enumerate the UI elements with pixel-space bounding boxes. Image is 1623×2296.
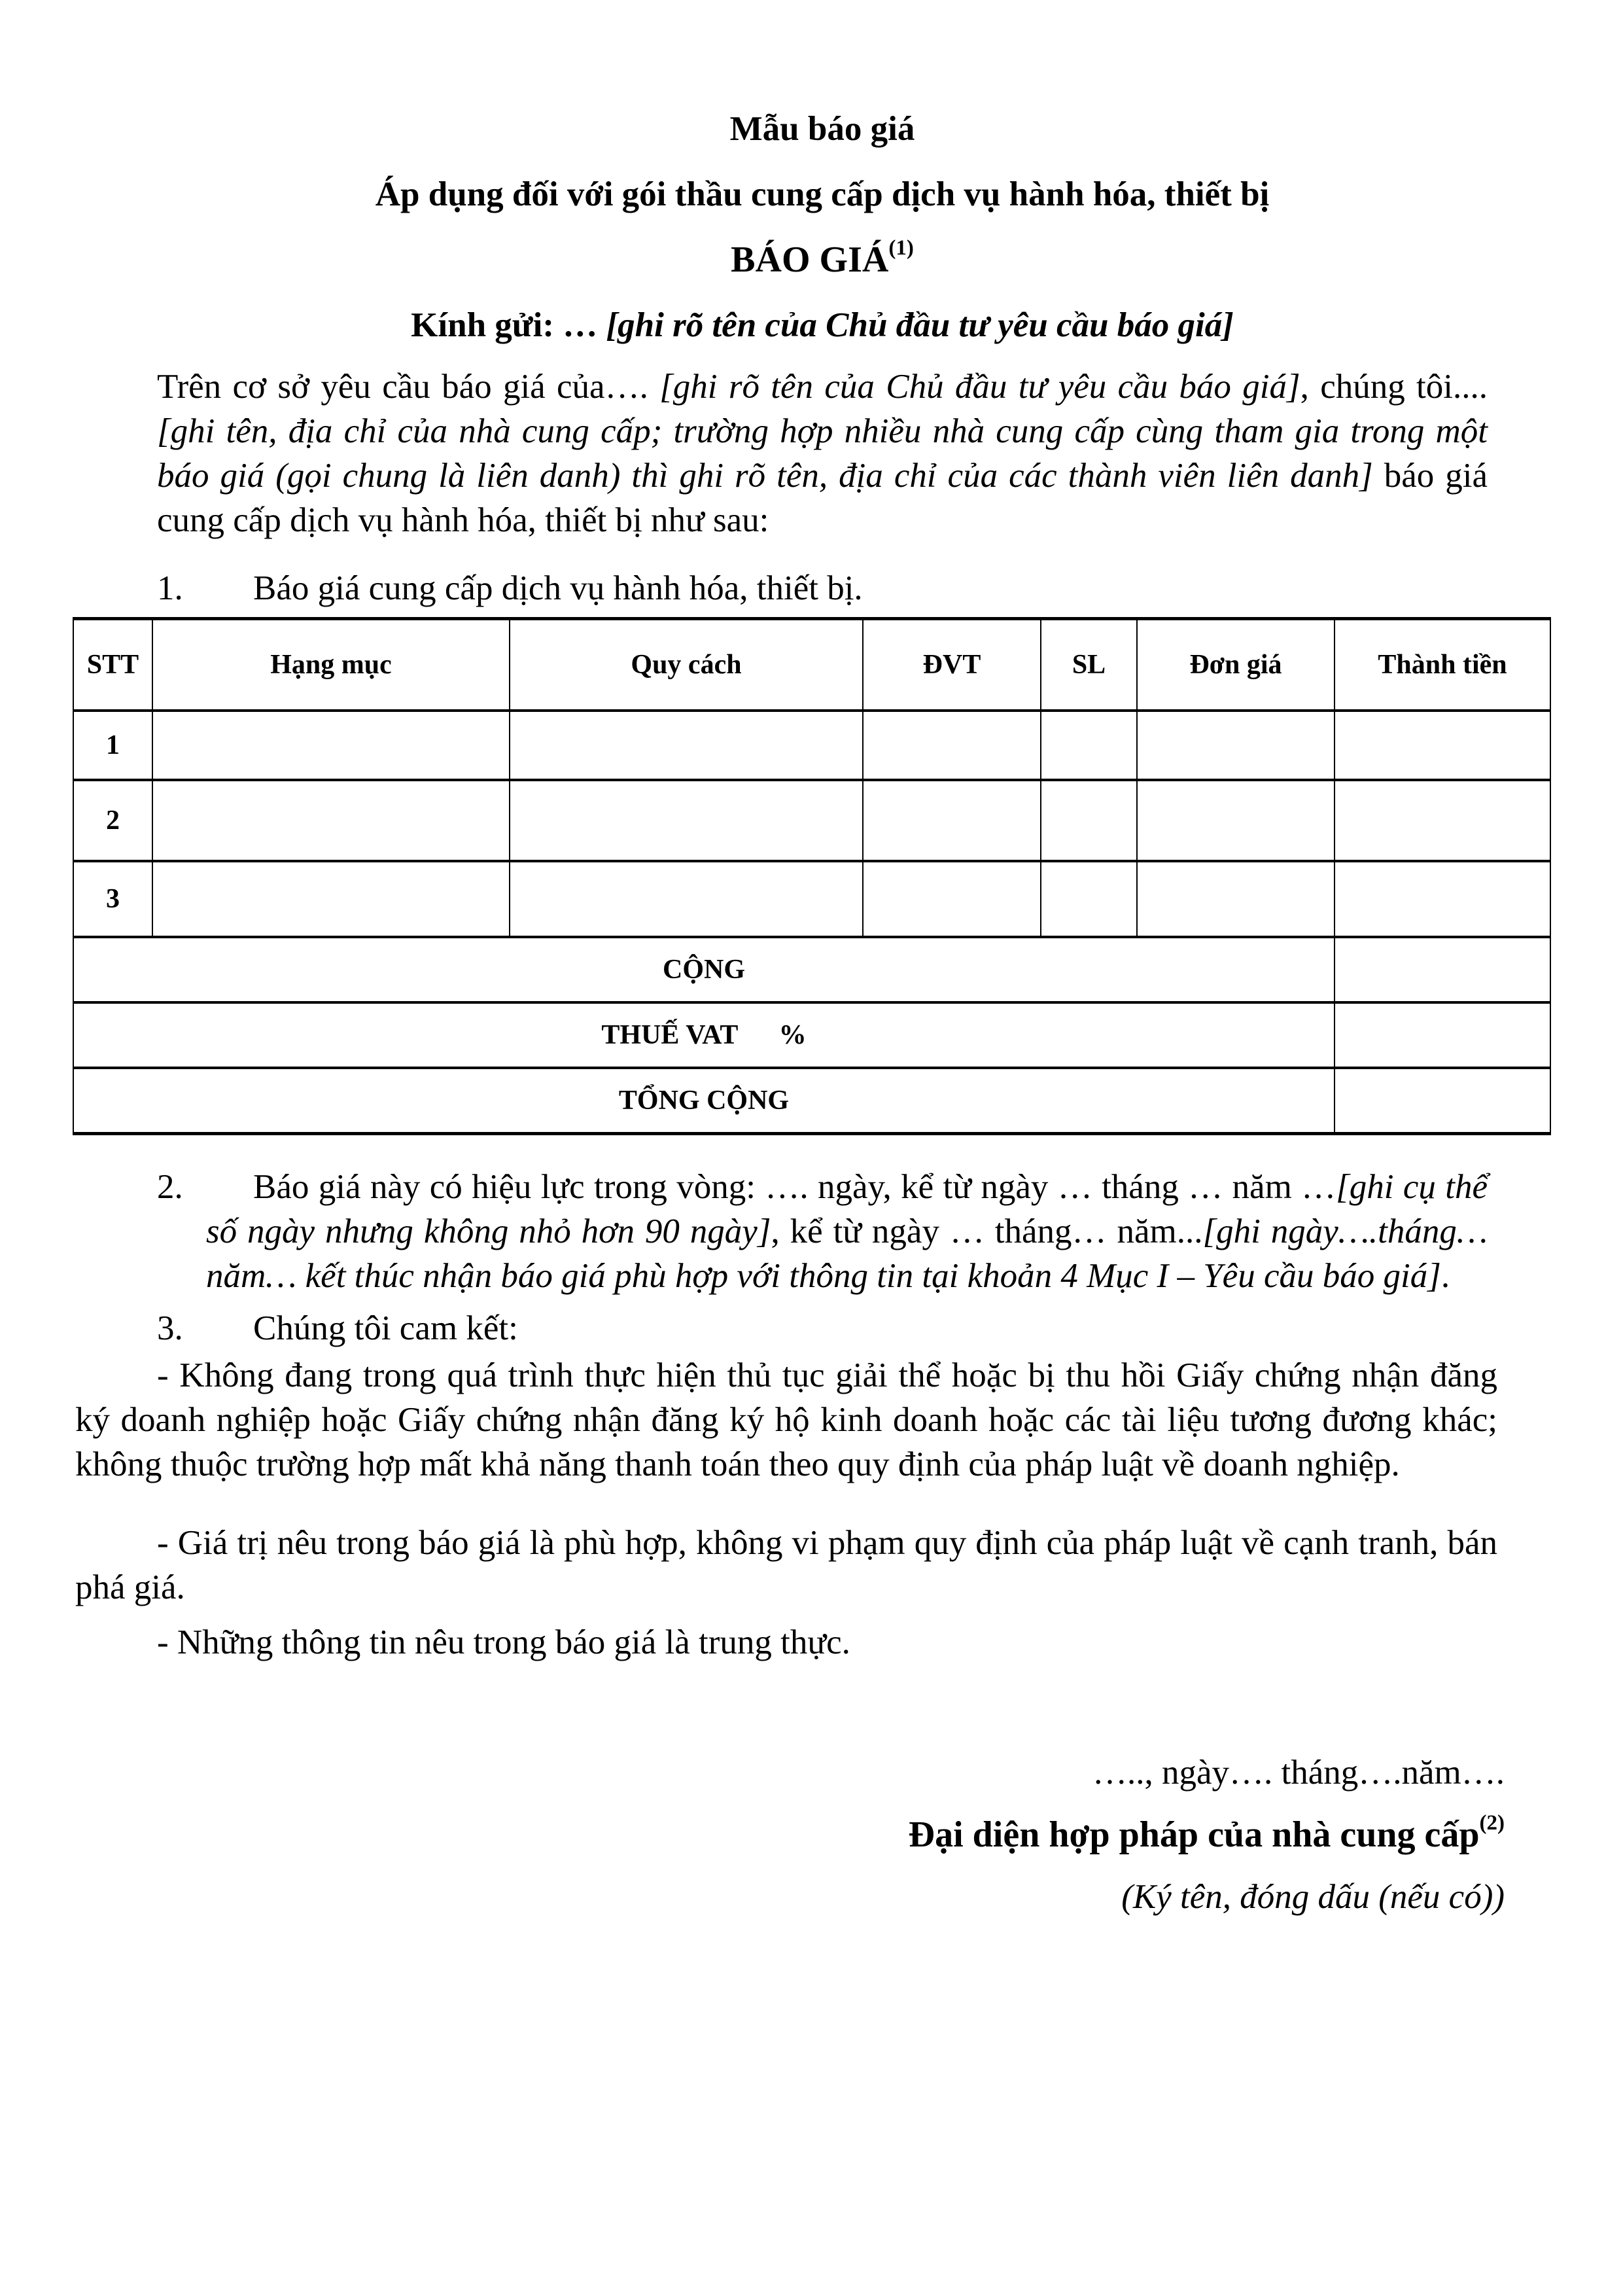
scope-note: Áp dụng đối với gói thầu cung cấp dịch vụ hành hóa, thiết bị	[375, 175, 1270, 213]
intro-seg-2-placeholder: [ghi rõ tên của Chủ đầu tư yêu cầu báo giá]	[659, 368, 1300, 406]
column-header-dvt: ĐVT	[863, 619, 1041, 711]
row-number-cell: 2	[73, 780, 152, 861]
section-2-seg-2-placeholder: [ghi cụ thể số ngày nhưng không nhỏ hơn 90 ngày]	[206, 1168, 1488, 1250]
salutation-label: Kính gửi: …	[411, 306, 606, 344]
column-header-thanh-tien: Thành tiền	[1335, 619, 1550, 711]
section-1-text: Báo giá cung cấp dịch vụ hành hóa, thiết bị.	[253, 569, 863, 607]
commitment-bullet-2: - Giá trị nêu trong báo giá là phù hợp, không vi phạm quy định của pháp luật về cạnh tranh, bán phá giá.	[75, 1524, 1497, 1606]
empty-cell	[1041, 861, 1137, 937]
empty-cell	[1041, 780, 1137, 861]
intro-paragraph	[157, 364, 1488, 542]
section-3-number: 3.	[157, 1309, 183, 1347]
summary-row-cong	[73, 937, 1550, 1002]
empty-cell	[1137, 861, 1335, 937]
intro-seg-1: Trên cơ sở yêu cầu báo giá của….	[157, 368, 660, 406]
column-header-sl: SL	[1041, 619, 1137, 711]
commitment-bullet-3: - Những thông tin nêu trong báo giá là trung thực.	[157, 1623, 850, 1661]
empty-cell	[863, 861, 1041, 937]
summary-row-tong-cong	[73, 1068, 1550, 1134]
salutation-line	[157, 292, 1488, 358]
summary-value-cell	[1335, 1002, 1550, 1068]
empty-cell	[510, 711, 863, 780]
signature-title	[157, 1804, 1505, 1866]
column-header-hang-muc: Hạng mục	[152, 619, 510, 711]
empty-cell	[152, 780, 510, 861]
table-row	[73, 861, 1550, 937]
summary-row-vat	[73, 1002, 1550, 1068]
row-number-cell: 1	[73, 711, 152, 780]
summary-value-cell	[1335, 1068, 1550, 1134]
table-header-row	[73, 619, 1550, 711]
section-1-heading	[157, 566, 1488, 610]
empty-cell	[152, 711, 510, 780]
empty-cell	[1137, 780, 1335, 861]
column-header-stt: STT	[73, 619, 152, 711]
empty-cell	[863, 780, 1041, 861]
doc-title	[157, 227, 1488, 292]
intro-seg-5: báo giá cung cấp dịch vụ hành hóa, thiết bị như sau:	[157, 457, 1488, 539]
empty-cell	[510, 780, 863, 861]
intro-seg-3: , chúng tôi....	[1300, 368, 1488, 406]
section-1-number: 1.	[157, 569, 183, 607]
column-header-quy-cach: Quy cách	[510, 619, 863, 711]
commitment-bullet-1: - Không đang trong quá trình thực hiện thủ tục giải thể hoặc bị thu hồi Giấy chứng nhận đăng ký doanh nghiệp hoặc Giấy chứng nhận đăng ký hộ kinh doanh hoặc các tài liệu tương đương khác; không thuộc trường hợp mất khả năng thanh toán theo quy định của pháp luật về doanh nghiệp.	[75, 1356, 1497, 1483]
footnote-marker-1: (1)	[888, 236, 914, 260]
empty-cell	[1041, 711, 1137, 780]
section-3-text: Chúng tôi cam kết:	[253, 1309, 518, 1347]
table-row	[73, 711, 1550, 780]
section-3-heading	[157, 1306, 1488, 1351]
section-2-seg-3: , kể từ ngày … tháng… năm...	[771, 1212, 1203, 1250]
salutation-placeholder: [ghi rõ tên của Chủ đầu tư yêu cầu báo giá]	[606, 306, 1234, 344]
summary-value-cell	[1335, 937, 1550, 1002]
signature-block	[157, 1742, 1505, 1928]
column-header-don-gia: Đơn giá	[1137, 619, 1335, 711]
empty-cell	[863, 711, 1041, 780]
table-row	[73, 780, 1550, 861]
footnote-marker-2: (2)	[1479, 1811, 1505, 1835]
signature-title-text: Đại diện hợp pháp của nhà cung cấp	[908, 1814, 1480, 1855]
empty-cell	[1335, 780, 1550, 861]
row-number-cell: 3	[73, 861, 152, 937]
signature-note: (Ký tên, đóng dấu (nếu có))	[1121, 1878, 1505, 1916]
intro-seg-4-placeholder: [ghi tên, địa chỉ của nhà cung cấp; trường hợp nhiều nhà cung cấp cùng tham gia trong một báo giá (gọi chung là liên danh) thì ghi rõ tên, địa chỉ của các thành viên liên danh]	[157, 412, 1488, 495]
quotation-table	[73, 617, 1551, 1135]
empty-cell	[1137, 711, 1335, 780]
section-2-paragraph	[157, 1165, 1488, 1298]
summary-label-cong: CỘNG	[73, 937, 1335, 1002]
empty-cell	[510, 861, 863, 937]
section-2-number: 2.	[157, 1168, 183, 1206]
section-2-seg-4-placeholder: [ghi ngày….tháng…năm… kết thúc nhận báo giá phù hợp với thông tin tại khoản 4 Mục I – Yêu cầu báo giá]	[206, 1212, 1488, 1295]
empty-cell	[1335, 711, 1550, 780]
summary-label-vat: THUẾ VAT %	[73, 1002, 1335, 1068]
signature-date-line: ….., ngày…. tháng….năm….	[1092, 1754, 1505, 1792]
doc-title-text: BÁO GIÁ	[731, 239, 889, 280]
summary-label-tong-cong: TỔNG CỘNG	[73, 1068, 1335, 1134]
section-2-seg-1: Báo giá này có hiệu lực trong vòng: …. ngày, kể từ ngày … tháng … năm …	[253, 1168, 1336, 1206]
empty-cell	[152, 861, 510, 937]
section-2-seg-5: .	[1440, 1257, 1450, 1295]
form-label: Mẫu báo giá	[729, 110, 915, 148]
empty-cell	[1335, 861, 1550, 937]
